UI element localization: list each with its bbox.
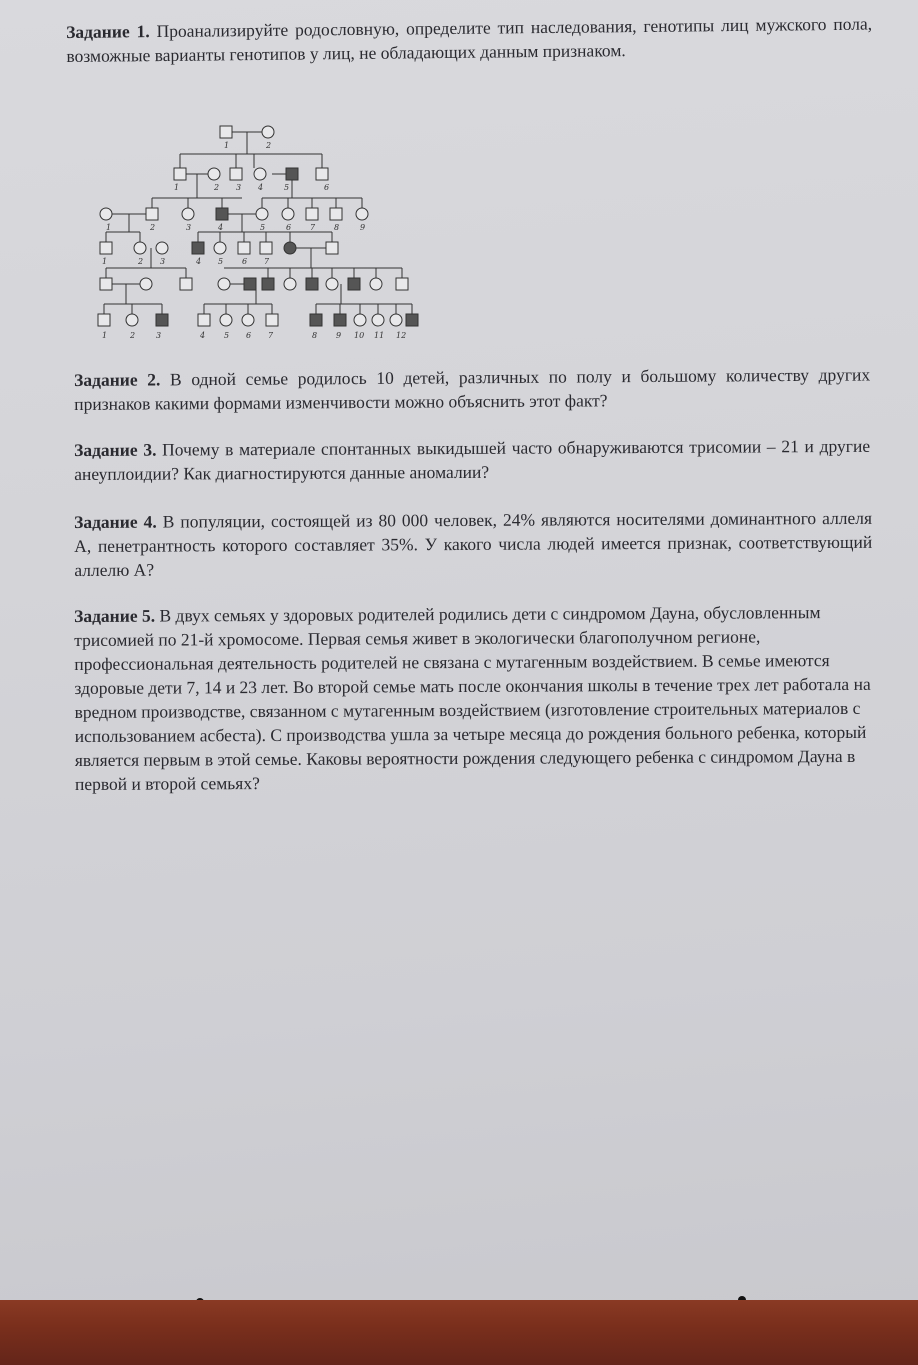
pedigree-male-affected bbox=[334, 314, 346, 326]
task-2-text: В одной семье родилось 10 детей, различных по полу и большому количеству других признаков какими формами изменчивости можно объяснить этот факт? bbox=[74, 364, 871, 414]
pedigree-label: 5 bbox=[260, 223, 266, 232]
task-3 bbox=[74, 434, 870, 486]
pedigree-male-affected bbox=[244, 278, 256, 290]
pedigree-male bbox=[316, 168, 328, 180]
pedigree-label: 11 bbox=[374, 331, 385, 340]
pedigree-label: 8 bbox=[334, 223, 340, 232]
table-surface bbox=[0, 1300, 918, 1365]
pedigree-label: 7 bbox=[268, 331, 274, 340]
task-5-label: Задание 5. bbox=[74, 605, 156, 626]
pedigree-female bbox=[182, 208, 194, 220]
pedigree-female bbox=[282, 208, 294, 220]
pedigree-male bbox=[198, 314, 210, 326]
pedigree-male bbox=[100, 242, 112, 254]
pedigree-male bbox=[220, 126, 232, 138]
pedigree-male-affected bbox=[310, 314, 322, 326]
pedigree-label: 5 bbox=[224, 331, 230, 340]
pedigree-female bbox=[208, 168, 220, 180]
pedigree-label: 3 bbox=[156, 331, 162, 340]
pedigree-female bbox=[254, 168, 266, 180]
pedigree-label: 3 bbox=[236, 183, 242, 192]
task-3-text: Почему в материале спонтанных выкидышей часто обнаруживаются трисомии – 21 и другие анеуплоидии? Как диагностируются данные аномалии? bbox=[74, 435, 871, 484]
task-4-label: Задание 4. bbox=[74, 511, 157, 532]
task-2-label: Задание 2. bbox=[74, 369, 161, 390]
pedigree-female bbox=[262, 126, 274, 138]
pedigree-label: 1 bbox=[174, 183, 180, 192]
pedigree-label: 6 bbox=[324, 183, 330, 192]
pedigree-male bbox=[180, 278, 192, 290]
pedigree-male-affected bbox=[262, 278, 274, 290]
pedigree-female bbox=[390, 314, 402, 326]
pedigree-male-affected bbox=[192, 242, 204, 254]
pedigree-female bbox=[220, 314, 232, 326]
task-4-text: В популяции, состоящей из 80 000 человек, 24% являются носителями доминантного аллеля А, пенетрантность которого составляет 35%. У какого числа людей имеется признак, соответствующий аллелю А? bbox=[74, 507, 873, 580]
pedigree-label: 6 bbox=[246, 331, 252, 340]
pedigree-label: 6 bbox=[242, 257, 248, 266]
pedigree-label: 6 bbox=[286, 223, 292, 232]
pedigree-female bbox=[354, 314, 366, 326]
pedigree-label: 3 bbox=[160, 257, 166, 266]
pedigree-male bbox=[230, 168, 242, 180]
pedigree-label: 2 bbox=[150, 223, 156, 232]
pedigree-label: 9 bbox=[336, 331, 342, 340]
pedigree-male-affected bbox=[156, 314, 168, 326]
pedigree-female bbox=[156, 242, 168, 254]
pedigree-female bbox=[284, 278, 296, 290]
pedigree-male bbox=[174, 168, 186, 180]
pedigree-female bbox=[126, 314, 138, 326]
pedigree-male bbox=[266, 314, 278, 326]
pedigree-male bbox=[238, 242, 250, 254]
pedigree-label: 8 bbox=[312, 331, 318, 340]
pedigree-label: 5 bbox=[218, 257, 224, 266]
pedigree-female bbox=[134, 242, 146, 254]
pedigree-male-affected bbox=[216, 208, 228, 220]
pedigree-label: 4 bbox=[196, 257, 202, 266]
pedigree-label: 2 bbox=[130, 331, 136, 340]
pedigree-female bbox=[372, 314, 384, 326]
pedigree-male bbox=[330, 208, 342, 220]
task-2 bbox=[74, 362, 870, 416]
pedigree-female bbox=[214, 242, 226, 254]
pedigree-female bbox=[218, 278, 230, 290]
task-1-label: Задание 1. bbox=[66, 21, 150, 42]
pedigree-label: 10 bbox=[354, 331, 365, 340]
pedigree-label: 3 bbox=[186, 223, 192, 232]
pedigree-label: 4 bbox=[200, 331, 206, 340]
task-5-text: В двух семьях у здоровых родителей родились дети с синдромом Дауна, обусловленным трисомией по 21-й хромосоме. Первая семья живет в экологически благополучном регионе, профессиональная деятельность родителей не связана с мутагенным воздействием. В семье имеются здоровые дети 7, 14 и 23 лет. Во второй семье мать после окончания школы в течение трех лет работала на вредном производстве, связанном с мутагенным воздействием (изготовление строительных материалов с использованием асбеста). С производства ушла за четыре месяца до рождения больного ребенка, который является первым в этой семье. Каковы вероятности рождения следующего ребенка с синдромом Дауна в первой и второй семьях? bbox=[74, 602, 871, 794]
pedigree-label: 1 bbox=[102, 257, 108, 266]
pedigree-label: 4 bbox=[218, 223, 224, 232]
pedigree-male-affected bbox=[406, 314, 418, 326]
task-5 bbox=[74, 600, 880, 796]
pedigree-label: 4 bbox=[258, 183, 264, 192]
pedigree-male bbox=[396, 278, 408, 290]
pedigree-male bbox=[326, 242, 338, 254]
pedigree-male bbox=[146, 208, 158, 220]
pedigree-female bbox=[256, 208, 268, 220]
pedigree-label: 1 bbox=[224, 141, 230, 150]
pedigree-label: 1 bbox=[102, 331, 108, 340]
pedigree-male-affected bbox=[348, 278, 360, 290]
pedigree-female bbox=[100, 208, 112, 220]
pedigree-male-affected bbox=[306, 278, 318, 290]
pedigree-label: 9 bbox=[360, 223, 366, 232]
pedigree-label: 7 bbox=[310, 223, 316, 232]
pedigree-male bbox=[98, 314, 110, 326]
pedigree-label: 12 bbox=[396, 331, 407, 340]
pedigree-label: 2 bbox=[266, 141, 272, 150]
pedigree-female bbox=[356, 208, 368, 220]
pedigree-female bbox=[242, 314, 254, 326]
pedigree-male-affected bbox=[286, 168, 298, 180]
task-1-text: Проанализируйте родословную, определите тип наследования, генотипы лиц мужского пола, возможные варианты генотипов у лиц, не обладающих данным признаком. bbox=[66, 13, 873, 66]
pedigree-label: 1 bbox=[106, 223, 112, 232]
pedigree-label: 5 bbox=[284, 183, 290, 192]
task-1 bbox=[66, 12, 872, 68]
pedigree-label: 7 bbox=[264, 257, 270, 266]
pedigree-male bbox=[100, 278, 112, 290]
pedigree-female-affected bbox=[284, 242, 296, 254]
pedigree-female bbox=[326, 278, 338, 290]
pedigree-male bbox=[306, 208, 318, 220]
pedigree-female bbox=[370, 278, 382, 290]
pedigree-label: 2 bbox=[138, 257, 144, 266]
pedigree-chart bbox=[96, 118, 426, 348]
task-3-label: Задание 3. bbox=[74, 439, 157, 460]
task-4 bbox=[74, 506, 872, 582]
pedigree-male bbox=[260, 242, 272, 254]
pedigree-label: 2 bbox=[214, 183, 220, 192]
pedigree-female bbox=[140, 278, 152, 290]
